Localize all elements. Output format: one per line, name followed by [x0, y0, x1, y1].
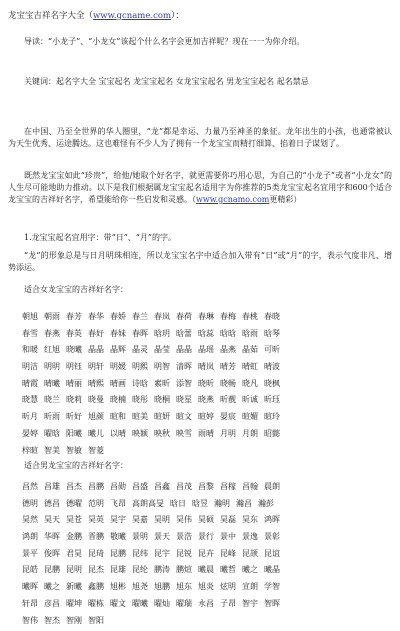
name-item: 昆谊	[264, 548, 280, 560]
name-item: 彦昌	[44, 598, 60, 610]
name-item: 春桃	[242, 311, 258, 323]
name-item: 旭鹏	[154, 581, 170, 593]
name-item: 可昕	[264, 344, 280, 356]
name-item: 景平	[22, 548, 38, 560]
name-item: 以晴	[110, 428, 126, 440]
name-item: 昆颉	[242, 548, 258, 560]
name-item: 晗蕾	[176, 328, 192, 340]
name-item: 明轩	[88, 361, 104, 373]
name-item: 晗日	[170, 498, 186, 510]
title-site-link[interactable]: www.gcname.com	[93, 11, 171, 21]
name-item: 曜栋	[88, 598, 104, 610]
name-item: 昆纶	[132, 564, 148, 576]
name-item: 清晖	[176, 361, 192, 373]
name-item: 晶晶	[176, 344, 192, 356]
name-item: 春芳	[66, 311, 82, 323]
title-suffix: ）：	[171, 11, 184, 21]
name-item: 晶晶	[88, 344, 104, 356]
name-item: 曦哲	[220, 564, 236, 576]
name-item: 晴波	[264, 361, 280, 373]
name-row	[22, 428, 382, 445]
name-item: 春晖	[132, 328, 148, 340]
name-item: 鸿晖	[264, 514, 280, 526]
name-item: 晶燕	[220, 344, 236, 356]
name-item: 昌稼	[220, 481, 236, 493]
name-item: 景浩	[176, 531, 192, 543]
name-item: 智刚	[66, 615, 82, 627]
name-row	[22, 581, 382, 598]
name-item: 素昕	[154, 378, 170, 390]
name-item: 晓昕	[198, 378, 214, 390]
name-item: 旭东	[176, 581, 192, 593]
name-item: 昆明	[66, 564, 82, 576]
name-item: 昊天	[44, 514, 60, 526]
name-item: 春琳	[198, 311, 214, 323]
name-item: 昌翰	[242, 481, 258, 493]
name-item: 春英	[66, 328, 82, 340]
name-item: 晶辉	[110, 344, 126, 356]
name-item: 昊伟	[176, 514, 192, 526]
name-item: 智菱	[88, 445, 104, 457]
girls-names-list	[22, 311, 382, 461]
name-item: 晶茹	[242, 344, 258, 356]
name-item: 曜坤	[66, 598, 82, 610]
name-item: 昆琦	[88, 548, 104, 560]
name-item: 晗琴	[264, 328, 280, 340]
name-item: 暄妍	[154, 411, 170, 423]
name-item: 晏宸	[220, 411, 236, 423]
name-item: 金鹏	[66, 531, 82, 543]
name-item: 昊苍	[66, 514, 82, 526]
name-item: 晴熙	[88, 378, 104, 390]
name-item: 昆宇	[154, 548, 170, 560]
name-item: 晨朗	[264, 481, 280, 493]
name-item: 昊宇	[110, 514, 126, 526]
name-item: 晓曦	[66, 344, 82, 356]
intro-paragraph: 导读：“小龙子”、“小龙女”该起个什么名字会更加吉祥呢？现在一一为你介绍。	[8, 36, 392, 48]
name-item: 添智	[176, 378, 192, 390]
name-item: 昆纬	[132, 548, 148, 560]
name-item: 昌鑫	[154, 481, 170, 493]
name-item: 晓枫	[264, 378, 280, 390]
name-item: 曜曦	[132, 598, 148, 610]
name-item: 明明	[44, 361, 60, 373]
name-item: 昆鹏	[110, 548, 126, 560]
name-item: 昆雄	[110, 564, 126, 576]
name-item: 晓楠	[110, 394, 126, 406]
section-1-heading: 1.龙宝宝起名宜用字：带“日”、“月”的字。	[8, 232, 392, 244]
name-item: 昊英	[88, 514, 104, 526]
name-item: 飞昂	[110, 498, 126, 510]
body-paragraph-1: 在中国、乃至全世界的华人圈里，“龙”都是幸运、力量乃至神圣的象征。龙年出生的小孩，也通常被认为天生优秀、运途腾达。这也难怪有不少人为了拥有一个龙宝宝而精打细算、掐着日子谋划了。	[8, 126, 392, 150]
name-item: 晶灵	[132, 344, 148, 356]
name-item: 晴岚	[198, 361, 214, 373]
name-item: 智杰	[44, 615, 60, 627]
name-item: 德明	[22, 498, 38, 510]
name-item: 曦晨	[198, 564, 214, 576]
name-item: 晓凡	[242, 378, 258, 390]
name-item: 昌黎	[198, 481, 214, 493]
name-row	[22, 531, 382, 548]
name-item: 春妹	[110, 328, 126, 340]
name-item: 旭颜	[88, 411, 104, 423]
name-item: 月明	[220, 428, 236, 440]
name-item: 晴霞	[22, 378, 38, 390]
name-row	[22, 411, 382, 428]
name-item: 鹏煊	[176, 564, 192, 576]
name-item: 高朗高旻	[132, 498, 164, 510]
name-item: 春兰	[132, 311, 148, 323]
name-item: 晴曦	[44, 378, 60, 390]
name-item: 晗晗	[220, 328, 236, 340]
name-item: 昊硕	[198, 514, 214, 526]
name-item: 昆锐	[176, 548, 192, 560]
name-item: 和暖	[22, 344, 38, 356]
name-row	[22, 445, 382, 462]
para2-tail: 更精彩）	[269, 195, 301, 204]
name-item: 昌雄	[44, 481, 60, 493]
name-item: 德昌	[44, 498, 60, 510]
name-item: 旭彬	[110, 581, 126, 593]
name-item: 晓星	[176, 394, 192, 406]
section-1-description: “龙”的形象总是与日月明珠相连，所以龙宝宝名字中适合加入带有“日”或“月”的字，表示气度非凡、增势添运。	[8, 250, 392, 274]
name-item: 春娇	[110, 311, 126, 323]
name-item: 映颖	[132, 428, 148, 440]
name-item: 昊嘉	[132, 514, 148, 526]
name-item: 昕诚	[242, 394, 258, 406]
name-item: 景彰	[264, 531, 280, 543]
name-item: 智敏	[66, 445, 82, 457]
name-item: 昭懿	[264, 428, 280, 440]
name-item: 曦之	[242, 564, 258, 576]
name-item: 俊晖	[44, 548, 60, 560]
name-item: 暄婷	[198, 411, 214, 423]
name-item: 智伟	[22, 615, 38, 627]
name-row	[22, 564, 382, 581]
name-item: 轩昂	[22, 598, 38, 610]
name-item: 新曦	[66, 581, 82, 593]
name-item: 曦之	[44, 581, 60, 593]
name-item: 春燕	[44, 328, 60, 340]
name-item: 晗蕊	[198, 328, 214, 340]
name-item: 昌然	[22, 481, 38, 493]
name-item: 昌鹏	[88, 481, 104, 493]
name-item: 曦晶	[264, 564, 280, 576]
name-item: 春岚	[154, 311, 170, 323]
name-item: 暄文	[176, 411, 192, 423]
name-item: 昊东	[242, 514, 258, 526]
name-item: 景行	[198, 531, 214, 543]
name-item: 宣朗	[242, 581, 258, 593]
name-row	[22, 361, 382, 378]
name-item: 暄和	[110, 411, 126, 423]
name-item: 昆卉	[198, 548, 214, 560]
name-item: 敬曦	[110, 531, 126, 543]
title-prefix: 龙宝宝吉祥名字大全（	[8, 11, 93, 21]
name-row	[22, 598, 382, 615]
name-item: 暄媚	[242, 411, 258, 423]
name-item: 曦晖	[22, 581, 38, 593]
name-item: 君昊	[66, 548, 82, 560]
boys-names-heading: 适合男龙宝宝的吉祥好名字：	[8, 460, 392, 472]
name-item: 春华	[88, 311, 104, 323]
name-item: 昆峰	[220, 548, 236, 560]
name-item: 范明	[88, 498, 104, 510]
name-item: 诗晗	[132, 378, 148, 390]
name-item: 昌杰	[66, 481, 82, 493]
para2-text: 既然龙宝宝如此“珍贵”，给他/她取个好名字，就更需要你巧用心思，为自己的“小龙子”或者“小龙女”的人生尽可能地助力推动。以下是我们根据属龙宝宝起名适用字为你推荐的5类龙宝宝起名宜用字和600个适合龙宝宝的吉祥好名字，希望能给你一些启发和灵感。（	[8, 171, 392, 204]
name-item: 昆鹏	[44, 564, 60, 576]
boys-names-list	[22, 481, 382, 631]
name-item: 昕月	[22, 411, 38, 423]
name-item: 智美	[44, 445, 60, 457]
name-item: 晴芳	[220, 361, 236, 373]
name-item: 曜文	[110, 598, 126, 610]
name-row	[22, 328, 382, 345]
name-item: 鹏涛	[154, 564, 170, 576]
name-item: 景逸	[242, 531, 258, 543]
name-item: 春好	[88, 328, 104, 340]
name-item: 瀚彭	[258, 498, 274, 510]
name-item: 阳曦	[66, 428, 82, 440]
name-item: 明智	[154, 361, 170, 373]
name-item: 晓桐	[154, 394, 170, 406]
name-item: 昆皓	[22, 564, 38, 576]
name-item: 永昌	[198, 598, 214, 610]
name-item: 曦儿	[88, 428, 104, 440]
name-item: 暄美	[132, 411, 148, 423]
body-paragraph-2	[8, 170, 392, 206]
name-item: 华晖	[44, 531, 60, 543]
name-row	[22, 514, 382, 531]
name-item: 智阳	[88, 615, 104, 627]
name-row	[22, 615, 382, 631]
name-item: 晶瑶	[198, 344, 214, 356]
name-item: 朝雨	[44, 311, 60, 323]
name-item: 昊磊	[220, 514, 236, 526]
name-item: 晓曼	[88, 394, 104, 406]
name-item: 明洁	[22, 361, 38, 373]
name-item: 昆杰	[88, 564, 104, 576]
name-item: 昊明	[154, 514, 170, 526]
name-item: 旭尧	[132, 581, 148, 593]
name-item: 曜灿	[154, 598, 170, 610]
name-item: 智晖	[264, 598, 280, 610]
name-item: 晗昱	[192, 498, 208, 510]
name-item: 晓燕	[198, 394, 214, 406]
name-item: 晶莹	[154, 344, 170, 356]
name-item: 晓畅	[220, 378, 236, 390]
name-item: 智宇	[242, 598, 258, 610]
name-item: 景中	[220, 531, 236, 543]
name-item: 雨晴	[198, 428, 214, 440]
name-item: 晏婷	[22, 428, 38, 440]
para2-site-link[interactable]: www.gcnamo.com	[196, 195, 269, 204]
name-row	[22, 498, 382, 515]
name-item: 鑫鹏	[88, 581, 104, 593]
name-item: 德曜	[66, 498, 82, 510]
name-item: 晴虹	[242, 361, 258, 373]
name-item: 旭炎	[198, 581, 214, 593]
name-item: 景明	[132, 531, 148, 543]
name-item: 晗玥	[154, 328, 170, 340]
name-item: 昌勋	[110, 481, 126, 493]
name-item: 昊然	[22, 514, 38, 526]
name-item: 晴画	[110, 378, 126, 390]
name-item: 昌茂	[176, 481, 192, 493]
name-item: 瀚昌	[236, 498, 252, 510]
name-item: 晗雨	[242, 328, 258, 340]
name-item: 景天	[154, 531, 170, 543]
name-item: 映秋	[154, 428, 170, 440]
name-item: 晓兰	[44, 394, 60, 406]
name-item: 朝旭	[22, 311, 38, 323]
name-row	[22, 344, 382, 361]
name-item: 炫明	[220, 581, 236, 593]
name-row	[22, 311, 382, 328]
name-item: 明钰	[66, 361, 82, 373]
name-item: 春梅	[220, 311, 236, 323]
name-item: 暄玲	[264, 411, 280, 423]
name-item: 春荷	[176, 311, 192, 323]
name-item: 晓慧	[22, 394, 38, 406]
name-item: 映雪	[176, 428, 192, 440]
name-item: 梓暄	[22, 445, 38, 457]
name-item: 鸿朗	[22, 531, 38, 543]
name-item: 晓莉	[66, 394, 82, 406]
name-item: 学智	[264, 581, 280, 593]
name-item: 红旭	[44, 344, 60, 356]
name-row	[22, 481, 382, 498]
name-row	[22, 394, 382, 411]
name-item: 昕靓	[220, 394, 236, 406]
name-item: 昌盛	[132, 481, 148, 493]
name-item: 春晓	[264, 311, 280, 323]
name-item: 子昂	[220, 598, 236, 610]
name-item: 曜晗	[44, 428, 60, 440]
name-row	[22, 378, 382, 395]
name-item: 曜瑞	[176, 598, 192, 610]
name-item: 晋鹏	[88, 531, 104, 543]
document-title	[8, 10, 184, 22]
name-item: 明熙	[132, 361, 148, 373]
name-item: 明媛	[110, 361, 126, 373]
girls-names-heading: 适合女龙宝宝的吉祥好名字：	[8, 284, 392, 296]
name-item: 晓彤	[132, 394, 148, 406]
name-row	[22, 548, 382, 565]
name-item: 昕珏	[264, 394, 280, 406]
keywords-paragraph: 关键词：起名字大全 宝宝起名 龙宝宝起名 女龙宝宝起名 男龙宝宝起名 起名禁忌	[8, 76, 392, 88]
name-item: 春雪	[22, 328, 38, 340]
name-item: 昕好	[66, 411, 82, 423]
name-item: 晴丽	[66, 378, 82, 390]
name-item: 昕雨	[44, 411, 60, 423]
name-item: 月朗	[242, 428, 258, 440]
name-item: 瀚明	[214, 498, 230, 510]
